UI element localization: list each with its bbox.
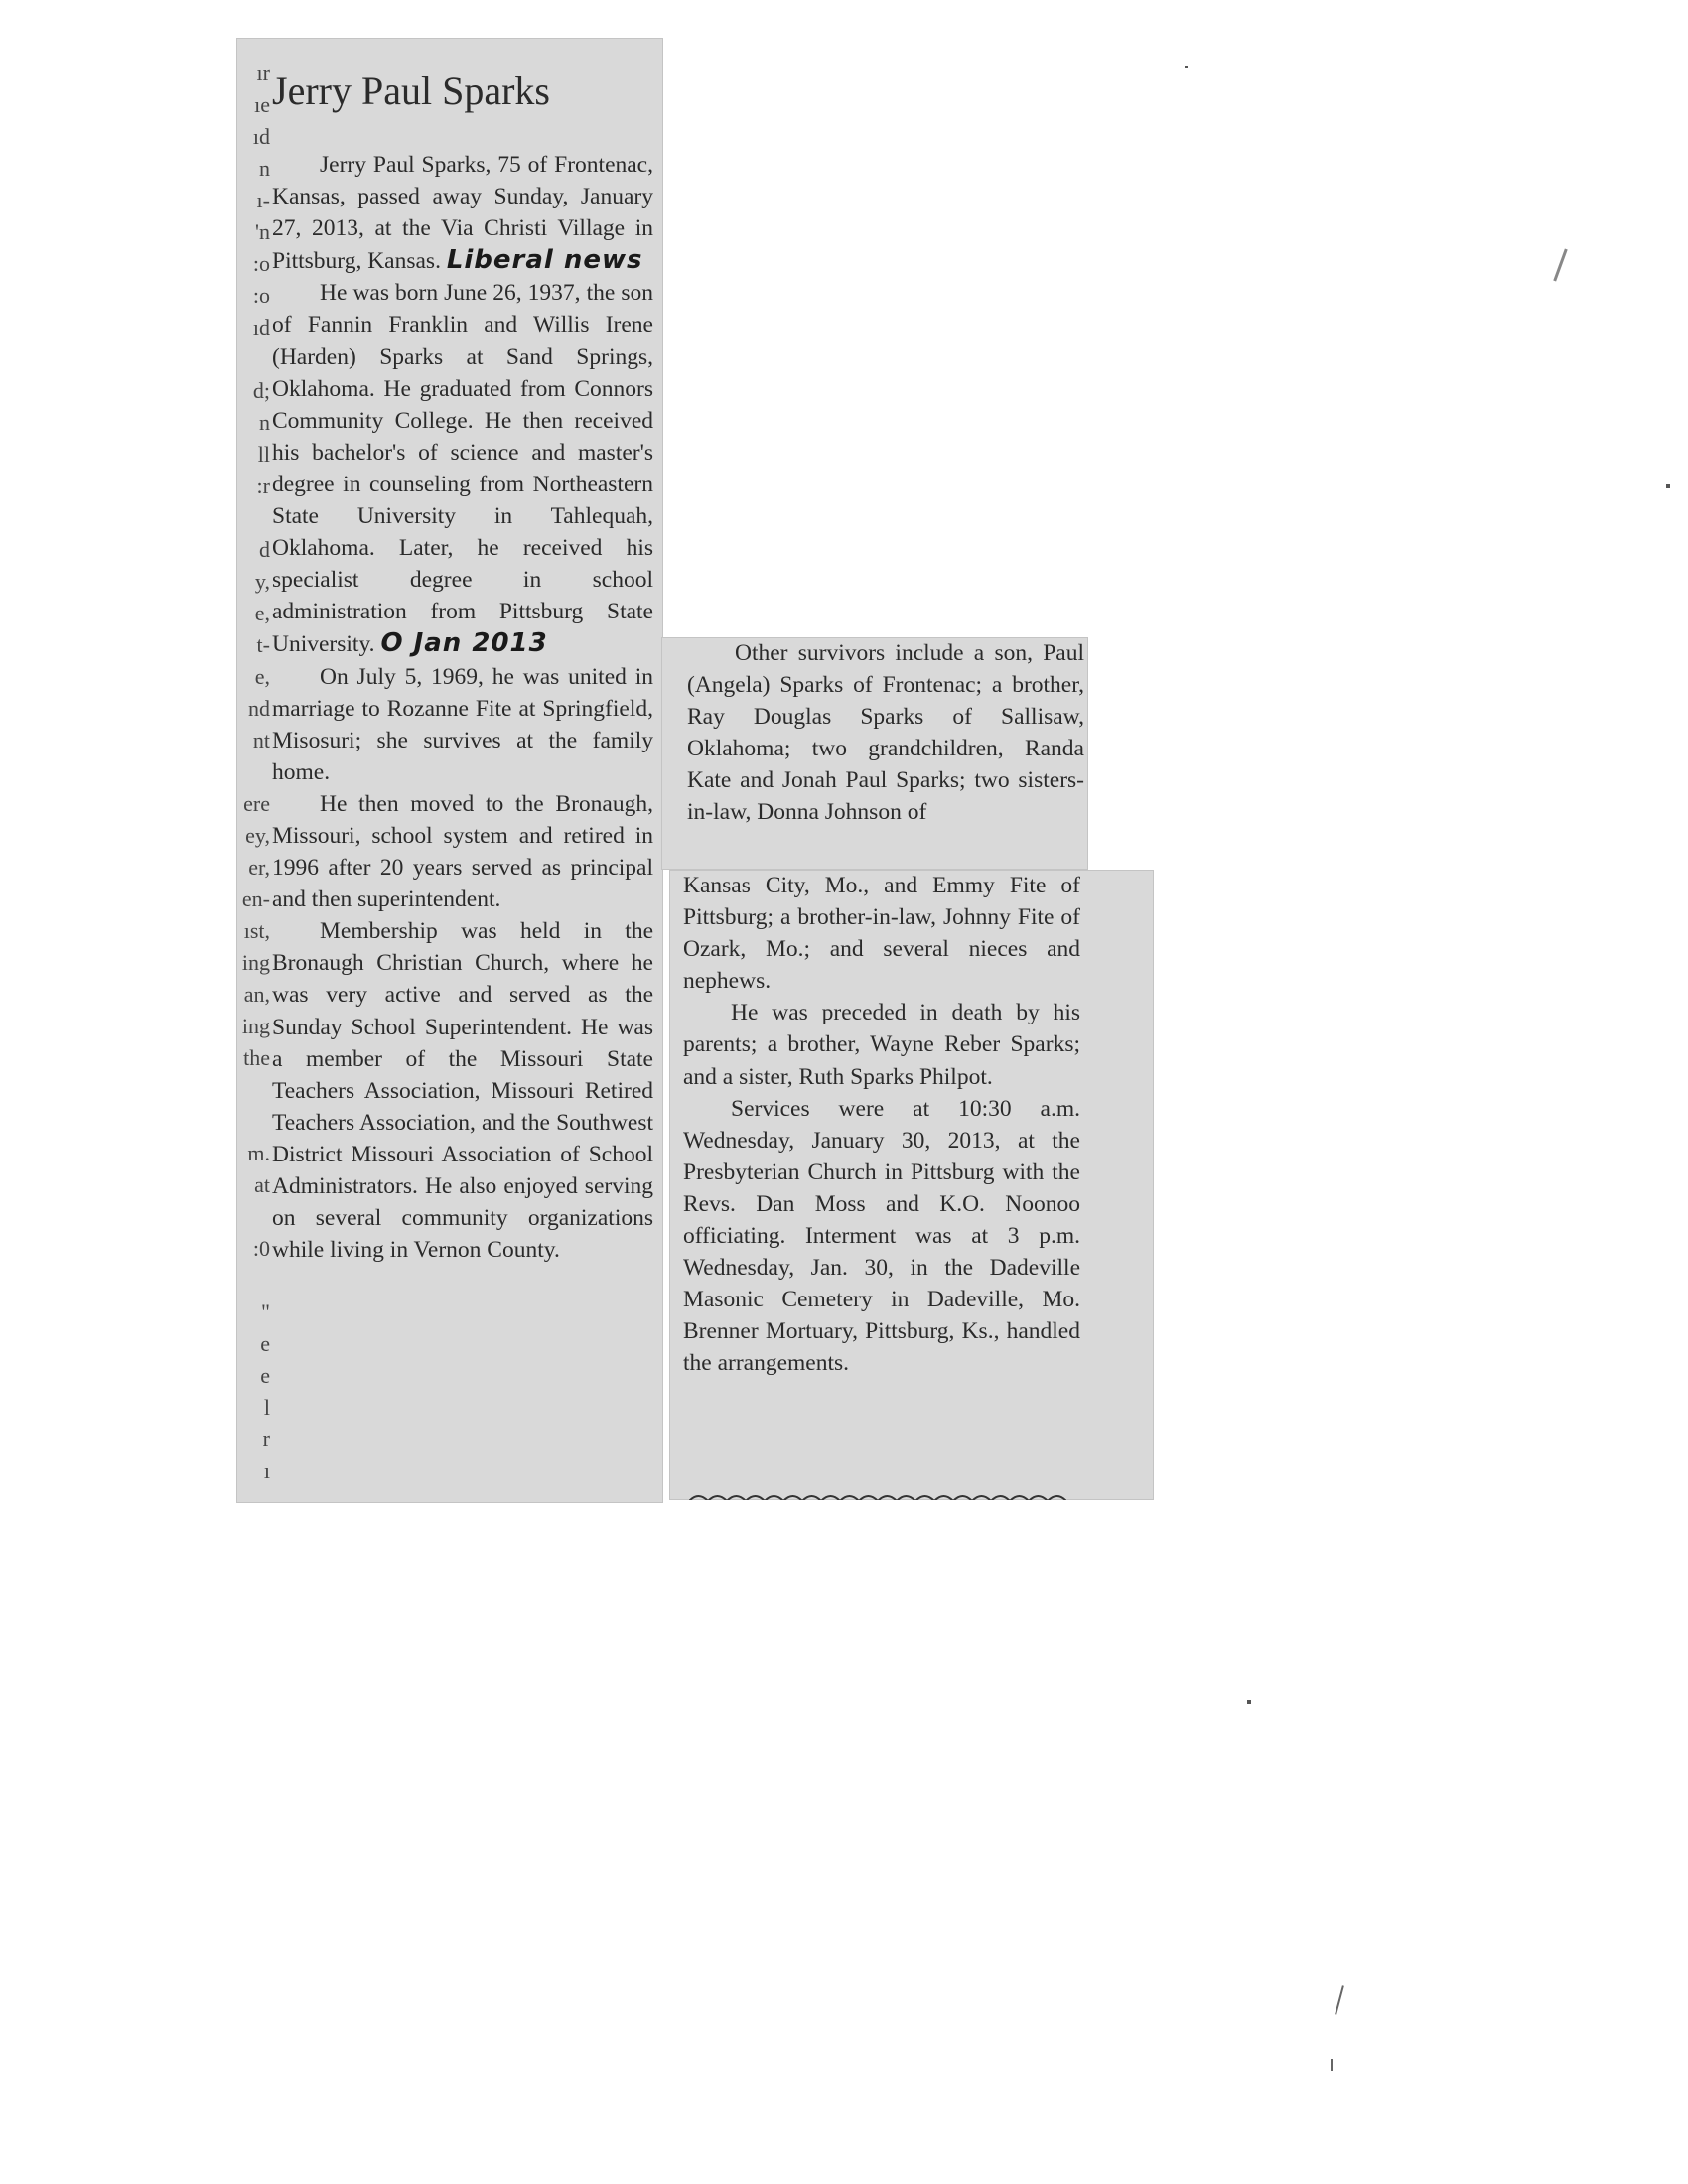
paragraph-death-notice-text: Jerry Paul Sparks, 75 of Frontenac, Kansas, passed away Sunday, January 27, 2013, at the Via Christi Village in Pittsburg, Kansas. [272,152,653,275]
edge-fragment: e [260,1331,270,1356]
edge-fragment: ıd [252,315,270,340]
scan-speck [1247,1700,1251,1704]
scan-speck [1666,484,1670,488]
edge-fragment: ıe [254,92,270,117]
edge-fragment: nd [248,696,270,721]
paragraph-marriage: On July 5, 1969, he was united in marriage to Rozanne Fite at Springfield, Misosuri; she survives at the family home. [272,663,653,785]
handwritten-date-note: O Jan 2013 [380,628,548,659]
edge-fragment [236,1201,270,1233]
edge-fragment: r [262,1427,270,1451]
scan-speck [1335,1985,1344,2014]
edge-fragment: :r [256,474,270,498]
edge-fragment [236,1074,270,1106]
scan-speck [1331,2059,1333,2071]
edge-fragment: the [243,1045,270,1070]
scalloped-divider [689,1491,1066,1500]
edge-fragment [236,343,270,375]
edge-fragment: ing [241,950,270,975]
edge-fragment: t- [256,632,270,657]
handwritten-source-note: Liberal news [446,245,643,276]
edge-fragment: ır [256,61,270,85]
edge-fragment: :o [252,251,270,276]
edge-fragment: nt [252,728,270,752]
edge-fragment: ing [241,1014,270,1038]
edge-fragment: :o [252,283,270,308]
edge-fragment [236,1265,270,1297]
edge-fragment: e [260,1363,270,1388]
edge-fragment [236,1106,270,1138]
edge-fragment: en- [241,887,270,911]
edge-fragment: :0 [252,1236,270,1261]
clipping-left-column [236,38,663,1503]
edge-fragment: ere [243,791,270,816]
paragraph-memberships: Membership was held in the Bronaugh Christian Church, where he was very active and served as the Sunday School Superintendent. He was a member of the Missouri State Teachers Association, Missouri Retired Teachers Association, and the Southwest District Missouri Association of School Administrators. He also enjoyed serving on several community organizations while living in Vernon County. [272,918,653,1264]
edge-fragment: er, [248,855,270,880]
edge-fragment: e, [254,664,270,689]
left-column-text [272,149,653,1266]
edge-fragment: e, [254,601,270,625]
edge-fragment: y, [254,569,270,594]
paragraph-career: He then moved to the Bronaugh, Missouri, school system and retired in 1996 after 20 years served as principal and then superintendent. [272,790,653,913]
edge-fragment: m. [247,1141,270,1165]
edge-fragment: n [259,410,270,435]
paragraph-services: Services were at 10:30 a.m. Wednesday, January 30, 2013, at the Presbyterian Church in Pittsburg with the Revs. Dan Moss and K.O. Noonoo officiating. Interment was at 3 p.m. Wednesday, Jan. 30, in the Dadeville Masonic Cemetery in Dadeville, Mo. Brenner Mortuary, Pittsburg, Ks., handled the arrangements. [683,1095,1080,1377]
edge-fragment: n [259,156,270,181]
edge-fragment: l [263,1395,270,1420]
edge-fragment [236,756,270,788]
edge-fragment: ı- [256,188,270,212]
right-column-text-top [687,637,1084,829]
edge-fragment: ey, [245,823,270,848]
edge-fragment: d [259,537,270,562]
edge-fragment: 'n [255,219,270,244]
clipping-right-top [661,637,1088,870]
obituary-title: Jerry Paul Sparks [272,68,550,113]
edge-fragment: ll [257,442,270,467]
adjacent-column-fragments [236,58,270,1487]
paragraph-death-notice [272,149,653,277]
edge-fragment: ıst, [243,918,270,943]
scan-speck [1553,249,1567,282]
right-column-text-bottom [683,870,1080,1380]
clipping-right-bottom [669,870,1154,1500]
paragraph-preceded-in-death: He was preceded in death by his parents; a brother, Wayne Reber Sparks; and a sister, Ruth Sparks Philpot. [683,1000,1080,1090]
paragraph-survivors-part2: Kansas City, Mo., and Emmy Fite of Pittsburg; a brother-in-law, Johnny Fite of Ozark, Mo.; and several nieces and nephews. [683,873,1080,995]
paragraph-biography-text: He was born June 26, 1937, the son of Fannin Franklin and Willis Irene (Harden) Sparks at Sand Springs, Oklahoma. He graduated from Connors Community College. He then received his bachelor's of science and master's degree in counseling from Northeastern State University in Tahlequah, Oklahoma. Later, he received his specialist degree in school administration from Pittsburg State University. [272,280,653,658]
edge-fragment: ıd [252,124,270,149]
edge-fragment: at [254,1172,270,1197]
edge-fragment: d; [252,378,270,403]
scan-speck [1185,66,1188,68]
edge-fragment: an, [243,982,270,1007]
edge-fragment [236,502,270,534]
edge-fragment: " [261,1299,270,1324]
paragraph-survivors-part1: Other survivors include a son, Paul (Angela) Sparks of Frontenac; a brother, Ray Douglas Sparks of Sallisaw, Oklahoma; two grandchildren, Randa Kate and Jonah Paul Sparks; two sisters-in-law, Donna Johnson of [687,640,1084,826]
paragraph-biography [272,277,653,660]
edge-fragment: ı [263,1458,270,1483]
